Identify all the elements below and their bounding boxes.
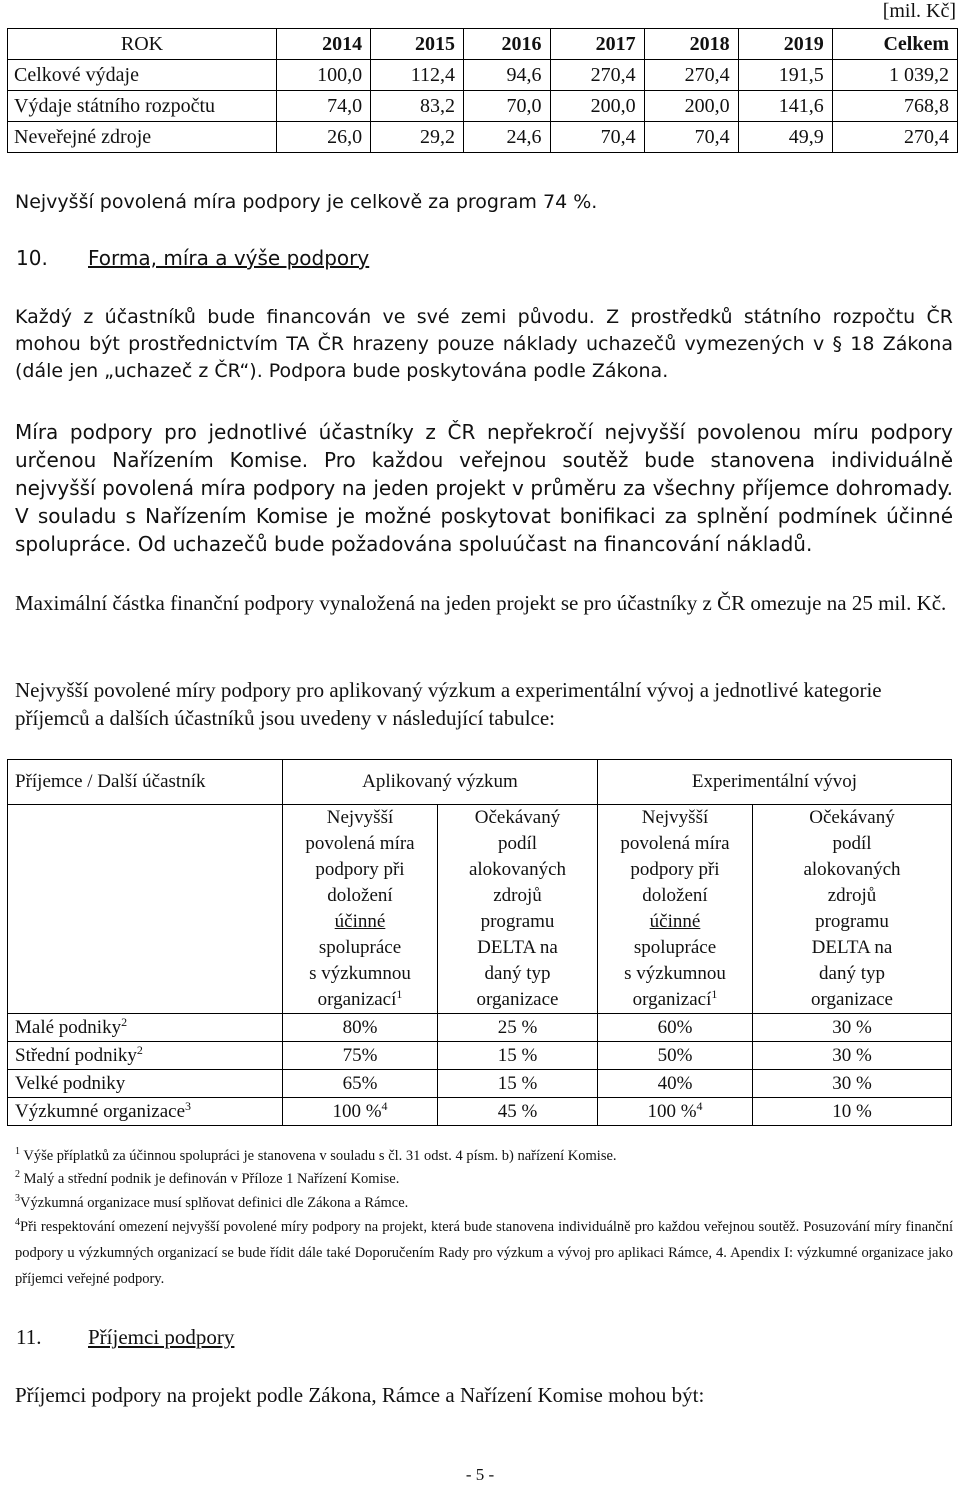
rates-row-label-text: Střední podniky	[15, 1044, 137, 1066]
subheader-line: podíl	[832, 833, 872, 854]
subheader-line: daný typ	[819, 963, 885, 984]
budget-header-cell: 2017	[550, 29, 644, 60]
subheader-line: zdrojů	[827, 885, 877, 906]
budget-row-label: Neveřejné zdroje	[8, 122, 277, 153]
subheader-line: povolená míra	[305, 833, 415, 854]
subheader-line: daný typ	[484, 963, 551, 984]
footnote-ref: 1	[711, 987, 718, 1001]
rates-subheader-expected	[438, 805, 598, 1014]
budget-row	[8, 60, 958, 91]
subheader-line	[287, 987, 433, 1013]
subheader-line: spolupráce	[318, 937, 402, 958]
budget-cell: 112,4	[371, 60, 464, 91]
rates-cell: 30 %	[753, 1014, 952, 1042]
budget-row-label: Výdaje státního rozpočtu	[8, 91, 277, 122]
footnote-3	[15, 1190, 953, 1216]
rates-row-label	[8, 1070, 283, 1098]
rates-subheader-max	[283, 805, 438, 1014]
rates-cell: 65%	[283, 1070, 438, 1098]
budget-header-cell: 2016	[464, 29, 550, 60]
budget-row-label: Celkové výdaje	[8, 60, 277, 91]
subheader-line: alokovaných	[468, 859, 567, 880]
rates-cell: 75%	[283, 1042, 438, 1070]
budget-header-cell: Celkem	[832, 29, 957, 60]
footnote-4	[15, 1214, 953, 1292]
footnote-ref: 1	[396, 987, 403, 1001]
rates-cell	[283, 1098, 438, 1126]
rates-row-label	[8, 1014, 283, 1042]
section-number: 11.	[16, 1325, 42, 1349]
subheader-line: Nejvyšší	[326, 807, 394, 828]
rates-cell: 80%	[283, 1014, 438, 1042]
rates-row	[8, 1070, 952, 1098]
rates-subheader-expected	[753, 805, 952, 1014]
page-number: - 5 -	[465, 1465, 495, 1484]
budget-cell: 70,4	[550, 122, 644, 153]
rates-row-label-text: Výzkumné organizace	[15, 1100, 186, 1122]
budget-cell: 200,0	[644, 91, 738, 122]
footnote-ref: 2	[136, 1042, 143, 1057]
budget-cell: 100,0	[277, 60, 371, 91]
subheader-line: organizace	[476, 989, 559, 1010]
rates-cell: 50%	[598, 1042, 753, 1070]
subheader-line: alokovaných	[803, 859, 901, 880]
budget-cell: 26,0	[277, 122, 371, 153]
footnote-ref: 4	[381, 1098, 388, 1113]
rates-cell: 40%	[598, 1070, 753, 1098]
rates-value: 100 %	[332, 1100, 382, 1122]
budget-cell: 200,0	[550, 91, 644, 122]
budget-header-row	[8, 29, 958, 60]
rates-cell: 15 %	[438, 1070, 598, 1098]
rates-cell: 25 %	[438, 1014, 598, 1042]
subheader-line	[602, 987, 748, 1013]
budget-cell: 768,8	[832, 91, 957, 122]
rates-subheader-row	[8, 805, 952, 1014]
section-title: Forma, míra a výše podpory	[88, 246, 370, 270]
subheader-line: účinné	[334, 911, 386, 932]
paragraph-max-amount: Maximální částka finanční podpory vynaložená na jeden projekt se pro účastníky z ČR omezuje na 25 mil. Kč.	[15, 591, 947, 615]
currency-unit-label: [mil. Kč]	[882, 0, 956, 22]
rates-subheader-max	[598, 805, 753, 1014]
subheader-line: s výzkumnou	[624, 963, 726, 984]
rates-header-recipient: Příjemce / Další účastník	[8, 760, 283, 805]
subheader-line: DELTA na	[477, 937, 558, 958]
rates-value: 100 %	[647, 1100, 697, 1122]
budget-cell: 83,2	[371, 91, 464, 122]
footnote-ref: 2	[121, 1014, 128, 1029]
budget-cell: 270,4	[550, 60, 644, 91]
max-rate-note: Nejvyšší povolená míra podpory je celkově za program 74 %.	[15, 191, 598, 213]
budget-cell: 191,5	[738, 60, 832, 91]
footnote-text: Výše příplatků za účinnou spolupráci je stanovena v souladu s čl. 31 odst. 4 písm. b) nařízení Komise.	[20, 1148, 617, 1164]
subheader-line: organizace	[811, 989, 893, 1010]
footnote-ref: 4	[696, 1098, 703, 1113]
paragraph-recipients: Příjemci podpory na projekt podle Zákona, Rámce a Nařízení Komise mohou být:	[15, 1383, 705, 1407]
budget-header-cell: 2015	[371, 29, 464, 60]
rates-cell: 10 %	[753, 1098, 952, 1126]
budget-cell: 94,6	[464, 60, 550, 91]
subheader-line: povolená míra	[620, 833, 730, 854]
footnote-text: Malý a střední podnik je definován v Příloze 1 Nařízení Komise.	[20, 1171, 400, 1187]
subheader-line: doložení	[642, 885, 708, 906]
rates-cell: 30 %	[753, 1070, 952, 1098]
budget-cell: 74,0	[277, 91, 371, 122]
budget-cell: 70,4	[644, 122, 738, 153]
footnote-ref: 3	[185, 1098, 192, 1113]
rates-row-label	[8, 1098, 283, 1126]
footnote-mark: 1	[15, 1146, 20, 1157]
paragraph-funding-origin: Každý z účastníků bude financován ve své zemi původu. Z prostředků státního rozpočtu ČR mohou být prostřednictvím TA ČR hrazeny pouze náklady uchazečů vymezených v § 18 Zákona (dále jen „uchazeč z ČR“). Podpora bude poskytována podle Zákona.	[15, 306, 953, 382]
rates-row	[8, 1014, 952, 1042]
subheader-line: spolupráce	[633, 937, 717, 958]
section-number: 10.	[16, 246, 48, 270]
budget-row	[8, 122, 958, 153]
rates-row	[8, 1098, 952, 1126]
rates-cell	[598, 1098, 753, 1126]
subheader-line: programu	[480, 911, 555, 932]
footnote-text: Výzkumná organizace musí splňovat definici dle Zákona a Rámce.	[20, 1195, 409, 1211]
subheader-line: doložení	[327, 885, 393, 906]
rates-header-experimental: Experimentální vývoj	[598, 760, 952, 805]
footnote-2	[15, 1166, 953, 1192]
budget-cell: 29,2	[371, 122, 464, 153]
subheader-line: programu	[815, 911, 889, 932]
paragraph-support-rate: Míra podpory pro jednotlivé účastníky z ČR nepřekročí nejvyšší povolenou míru podpory určenou Nařízením Komise. Pro každou veřejnou soutěž bude stanovena individuálně nejvyšší povolená míra podpory na jeden projekt v průměru za všechny příjemce dohromady. V souladu s Nařízením Komise je možné poskytovat bonifikaci za splnění podmínek účinné spolupráce. Od uchazečů bude požadována spoluúčast na financování nákladů.	[15, 420, 953, 556]
footnote-mark: 3	[15, 1193, 20, 1204]
paragraph-table-intro: Nejvyšší povolené míry podpory pro aplikovaný výzkum a experimentální vývoj a jednotlivé kategorie příjemců a dalších účastníků jsou uvedeny v následující tabulce:	[15, 678, 882, 730]
subheader-line: zdrojů	[493, 885, 542, 906]
subheader-line: Nejvyšší	[641, 807, 709, 828]
footnote-mark: 4	[15, 1217, 20, 1228]
budget-cell: 70,0	[464, 91, 550, 122]
rates-header-row	[8, 760, 952, 805]
section-11-heading	[16, 1325, 234, 1350]
subheader-line: Očekávaný	[809, 807, 895, 828]
subheader-line: podíl	[497, 833, 538, 854]
subheader-line: podpory při	[630, 859, 720, 880]
budget-cell: 270,4	[832, 122, 957, 153]
budget-row	[8, 91, 958, 122]
rates-row-label	[8, 1042, 283, 1070]
budget-cell: 141,6	[738, 91, 832, 122]
subheader-text: organizací	[317, 989, 397, 1010]
budget-header-cell: 2019	[738, 29, 832, 60]
budget-cell: 24,6	[464, 122, 550, 153]
rates-cell: 15 %	[438, 1042, 598, 1070]
support-rates-table	[7, 759, 952, 1126]
budget-cell: 270,4	[644, 60, 738, 91]
budget-header-cell: ROK	[8, 29, 277, 60]
rates-subheader-empty	[8, 805, 283, 1014]
footnote-text: Při respektování omezení nejvyšší povolené míry podpory na projekt, která bude stanovena individuálně pro každou veřejnou soutěž. Posuzování míry finanční podpory u výzkumných organizací se bude řídit dále také Doporučením Rady pro výzkum a vývoj pro aplikaci Rámce, 4. Apendix I: výzkumné organizace jako příjemci veřejné podpory.	[15, 1219, 953, 1287]
rates-cell: 30 %	[753, 1042, 952, 1070]
rates-row-label-text: Velké podniky	[15, 1072, 126, 1094]
budget-cell: 1 039,2	[832, 60, 957, 91]
subheader-line: DELTA na	[811, 937, 893, 958]
section-title: Příjemci podpory	[88, 1325, 235, 1349]
budget-header-cell: 2014	[277, 29, 371, 60]
budget-cell: 49,9	[738, 122, 832, 153]
rates-cell: 60%	[598, 1014, 753, 1042]
subheader-line: s výzkumnou	[309, 963, 411, 984]
budget-table	[7, 28, 958, 153]
rates-cell: 45 %	[438, 1098, 598, 1126]
rates-header-applied: Aplikovaný výzkum	[283, 760, 598, 805]
subheader-line: účinné	[649, 911, 701, 932]
budget-header-cell: 2018	[644, 29, 738, 60]
subheader-text: organizací	[632, 989, 712, 1010]
rates-row-label-text: Malé podniky	[15, 1016, 122, 1038]
footnote-mark: 2	[15, 1169, 20, 1180]
section-10-heading	[16, 246, 369, 270]
rates-row	[8, 1042, 952, 1070]
subheader-line: podpory při	[315, 859, 405, 880]
subheader-line: Očekávaný	[474, 807, 561, 828]
